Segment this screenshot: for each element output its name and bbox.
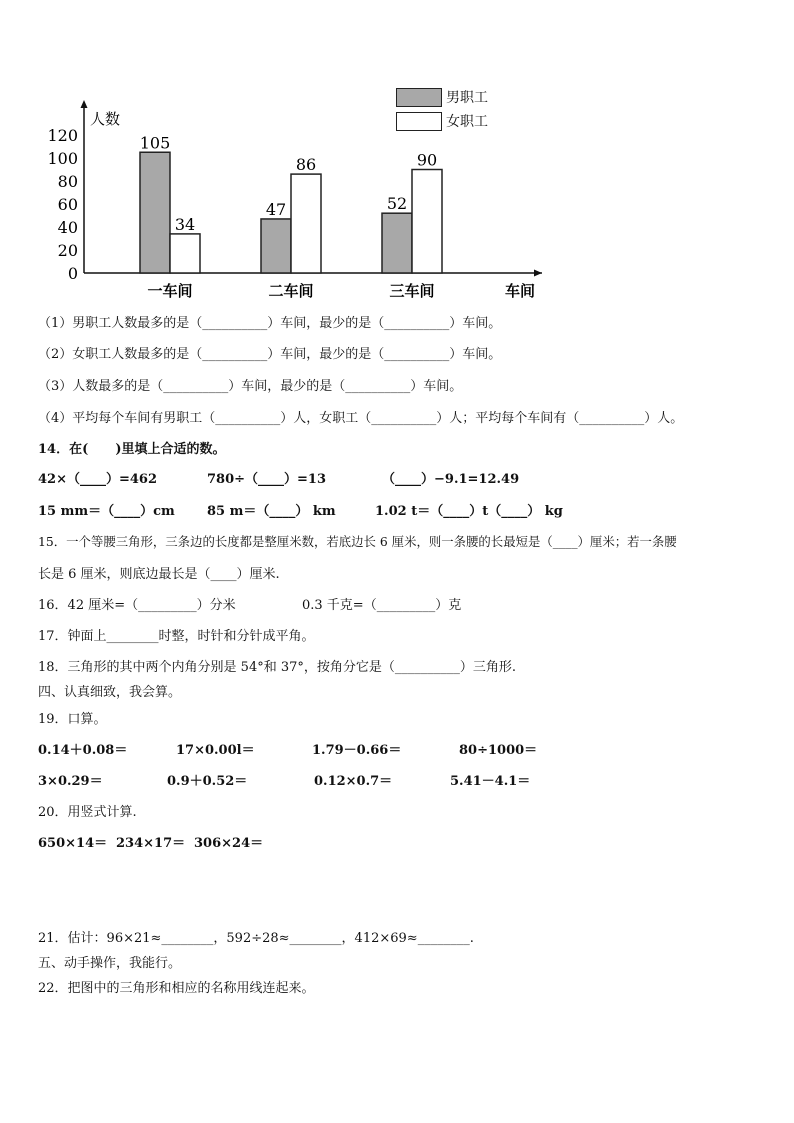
x-tick-label: 三车间 bbox=[389, 282, 435, 300]
data-label: 47 bbox=[265, 199, 287, 219]
q21: 21．估计：96×21≈________，592÷28≈________，412×69≈________. bbox=[38, 931, 474, 946]
q22: 22．把图中的三角形和相应的名称用线连起来。 bbox=[38, 981, 315, 996]
bar-chart bbox=[0, 0, 794, 310]
bar-male bbox=[140, 152, 170, 273]
q13-1: （1）男职工人数最多的是（__________）车间，最少的是（__________）车间。 bbox=[38, 316, 502, 331]
bar-male bbox=[261, 219, 291, 273]
q19-r2-a: 3×0.29＝ bbox=[38, 774, 103, 789]
q14-r2-c: 1.02 t＝（____）t（____） kg bbox=[375, 504, 563, 519]
y-tick-label: 120 bbox=[47, 126, 78, 145]
bar-female bbox=[170, 234, 200, 273]
q20-title: 20．用竖式计算. bbox=[38, 805, 137, 820]
legend-female-swatch bbox=[396, 112, 442, 131]
section5-heading: 五、动手操作，我能行。 bbox=[38, 956, 182, 971]
y-tick-label: 100 bbox=[47, 149, 78, 168]
legend-female-label: 女职工 bbox=[446, 114, 488, 130]
bar-female bbox=[291, 174, 321, 273]
q13-2: （2）女职工人数最多的是（__________）车间，最少的是（__________）车间。 bbox=[38, 347, 502, 362]
q13-4: （4）平均每个车间有男职工（__________）人，女职工（__________）人；平均每个车间有（__________）人。 bbox=[38, 411, 684, 426]
q14-r1-a: 42×（____）=462 bbox=[38, 472, 158, 487]
legend-male-label: 男职工 bbox=[446, 90, 488, 106]
q19-r1-a: 0.14＋0.08＝ bbox=[38, 743, 128, 758]
q14-r2-b: 85 m＝（____） km bbox=[207, 504, 336, 519]
x-axis-label: 车间 bbox=[504, 282, 536, 300]
q19-r1-c: 1.79－0.66＝ bbox=[312, 743, 402, 758]
data-label: 90 bbox=[416, 150, 438, 170]
q19-title: 19．口算。 bbox=[38, 712, 107, 727]
legend-male-swatch bbox=[396, 88, 442, 107]
x-tick-label: 一车间 bbox=[147, 282, 193, 300]
y-tick-label: 0 bbox=[67, 264, 78, 283]
y-tick-label: 40 bbox=[57, 218, 78, 237]
bar-female bbox=[412, 170, 442, 274]
bar-male bbox=[382, 213, 412, 273]
q19-r2-c: 0.12×0.7＝ bbox=[314, 774, 393, 789]
q14-r1-c: （____）−9.1=12.49 bbox=[382, 472, 520, 487]
q20-item-2: 234×17＝ bbox=[116, 836, 186, 851]
q14-r2-a: 15 mm＝（____）cm bbox=[38, 504, 175, 519]
q17: 17．钟面上________时整，时针和分针成平角。 bbox=[38, 629, 315, 644]
q19-r1-d: 80÷1000＝ bbox=[459, 743, 538, 758]
q16-b: 0.3 千克=（_________）克 bbox=[302, 598, 462, 613]
q15-line2: 长是 6 厘米，则底边最长是（____）厘米. bbox=[38, 567, 280, 582]
q13-3: （3）人数最多的是（__________）车间，最少的是（__________）车间。 bbox=[38, 379, 463, 394]
section4-heading: 四、认真细致，我会算。 bbox=[38, 685, 182, 700]
q16-a: 16．42 厘米=（_________）分米 bbox=[38, 598, 236, 613]
q19-r2-d: 5.41－4.1＝ bbox=[450, 774, 531, 789]
y-tick-label: 20 bbox=[57, 241, 78, 260]
q19-r2-b: 0.9＋0.52＝ bbox=[167, 774, 248, 789]
y-axis-arrow bbox=[81, 100, 88, 108]
data-label: 105 bbox=[139, 133, 171, 153]
q19-r1-b: 17×0.00l＝ bbox=[176, 743, 255, 758]
q18: 18．三角形的其中两个内角分别是 54°和 37°，按角分它是（__________）三角形. bbox=[38, 660, 517, 675]
y-tick-label: 60 bbox=[57, 195, 78, 214]
q15-line1: 15．一个等腰三角形，三条边的长度都是整厘米数，若底边长 6 厘米，则一条腰的长最短是（____）厘米；若一条腰 bbox=[38, 534, 677, 549]
q14-title: 14．在( )里填上合适的数。 bbox=[38, 442, 226, 457]
data-label: 34 bbox=[174, 214, 196, 234]
y-tick-label: 80 bbox=[57, 172, 78, 191]
q20-item-3: 306×24＝ bbox=[194, 836, 264, 851]
x-axis-arrow bbox=[534, 270, 542, 277]
y-axis-label: 人数 bbox=[90, 110, 121, 128]
data-label: 86 bbox=[295, 155, 317, 175]
x-tick-label: 二车间 bbox=[268, 282, 314, 300]
q20-item-1: 650×14＝ bbox=[38, 836, 108, 851]
data-label: 52 bbox=[386, 194, 408, 214]
q14-r1-b: 780÷（____）=13 bbox=[207, 472, 327, 487]
